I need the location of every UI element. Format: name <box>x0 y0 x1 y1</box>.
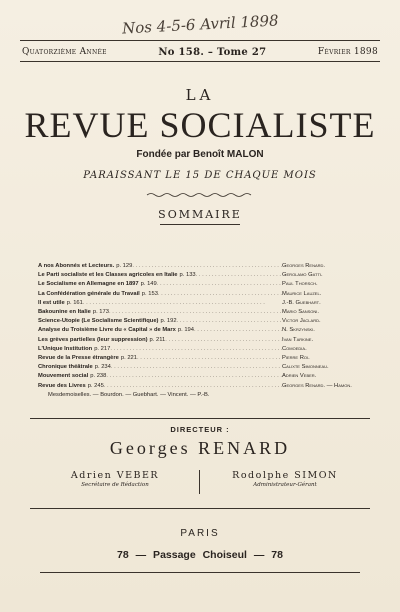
toc-leader-dots <box>110 345 282 354</box>
toc-entry-title: Science-Utopie (Le Socialisme Scientifique) <box>38 318 159 325</box>
toc-entry <box>38 308 370 317</box>
toc-entry-author: Paul Thorsch. <box>282 281 318 288</box>
toc-entry-title: Mouvement social <box>38 373 89 380</box>
toc-leader-dots <box>194 326 282 335</box>
toc-entry-title: Il est utile <box>38 299 65 306</box>
toc-entry-page: p. 129 <box>116 263 133 269</box>
toc-leader-dots <box>158 290 282 299</box>
toc-entry-page: p. 238 <box>90 373 107 380</box>
toc-entry <box>38 345 370 354</box>
toc-entry-title: Les grèves partielles (leur suppression) <box>38 336 148 343</box>
issue-year: Quatorzième Année <box>22 47 107 57</box>
toc-entry <box>38 271 370 280</box>
toc-entry-page: p. 161 <box>66 299 83 306</box>
table-of-contents <box>38 262 370 400</box>
toc-leader-dots <box>132 262 282 271</box>
toc-entry-page: p. 133 <box>179 272 196 279</box>
toc-leader-dots <box>196 271 282 280</box>
toc-entry-author: Victor Jaclard. <box>282 318 321 325</box>
toc-entry-page: p. 234 <box>94 364 111 371</box>
toc-entry <box>38 336 370 345</box>
frequency-line: PARAISSANT LE 15 DE CHAQUE MOIS <box>83 170 317 181</box>
toc-entry <box>38 317 370 326</box>
toc-entry-title: Bakounine en Italie <box>38 309 91 316</box>
toc-entry-title: L'Unique Institution <box>38 345 93 352</box>
toc-entry <box>38 354 370 363</box>
toc-entry-title: Chronique théâtrale <box>38 364 93 371</box>
toc-leader-dots <box>111 363 282 372</box>
svg-text:Nos 4-5-6 Avril 1898: Nos 4-5-6 Avril 1898 <box>121 11 279 38</box>
toc-leader-dots <box>106 372 282 381</box>
toc-entry-author: Adrien Veber. <box>282 373 317 380</box>
staff-role: Administrateur-Gérant <box>253 482 317 488</box>
toc-entry-author: Pierre Roi. <box>282 355 310 362</box>
staff-role: Secrétaire de Rédaction <box>81 482 149 488</box>
toc-entry-author: Comoedia. <box>282 345 307 352</box>
toc-leader-dots <box>157 280 282 289</box>
toc-entry-page: p. 192 <box>160 318 177 325</box>
toc-entry <box>38 262 370 271</box>
toc-entry <box>38 372 370 381</box>
toc-entry-author: Maurice Lauzel. <box>282 290 322 297</box>
publisher-city: PARIS <box>180 528 220 539</box>
masthead-article: LA <box>185 86 215 104</box>
toc-entry-title: Revue de la Presse étrangère <box>38 355 119 362</box>
publisher-address: 78 — Passage Choiseul — 78 <box>117 549 283 561</box>
toc-entry-page: p. 245 <box>87 382 104 389</box>
toc-entry-author: Georges Renard. <box>282 263 326 269</box>
toc-entry-page: p. 173 <box>92 309 109 316</box>
toc-continuation: Mesdemoiselles. — Bourdon. — Guebhart. — Vincent. — P.-B. <box>48 391 210 398</box>
director-name: Georges RENARD <box>109 438 291 458</box>
toc-entry-page: p. 149 <box>140 281 157 288</box>
handwritten-note <box>118 6 338 40</box>
issue-header <box>22 44 378 60</box>
toc-entry-title: Revue des Livres <box>38 382 86 389</box>
staff-divider <box>199 470 200 494</box>
toc-entry-author: Ivan Tarkine. <box>282 336 314 343</box>
toc-leader-dots <box>104 382 282 391</box>
toc-entry-page: p. 194 <box>177 327 195 334</box>
staff-name: Rodolphe SIMON <box>232 470 338 481</box>
toc-entry-author: Mario Sansoni. <box>282 309 320 316</box>
toc-entry-page: p. 153 <box>141 290 158 297</box>
sommaire-heading: SOMMAIRE <box>158 208 242 221</box>
toc-entry-author: Gerolamo Gatti. <box>282 272 323 279</box>
toc-entry-author: Georges Renard. — Hamon. <box>282 382 352 389</box>
toc-entry-title: La Confédération générale du Travail <box>38 290 140 297</box>
founded-line: Fondée par Benoît MALON <box>136 149 264 160</box>
staff-block <box>40 470 360 488</box>
toc-entry-page: p. 217 <box>94 345 111 352</box>
toc-leader-dots <box>165 336 282 345</box>
issue-month: Février 1898 <box>317 47 378 57</box>
toc-entry <box>38 299 370 308</box>
footer-rule <box>30 508 370 509</box>
toc-leader-dots <box>109 308 282 317</box>
toc-entry-author: J.-B. Guebhart. <box>282 299 321 306</box>
sommaire-rule <box>160 224 240 225</box>
toc-entry <box>38 382 370 391</box>
toc-entry-author: N. Skrzynski. <box>282 327 315 334</box>
toc-entry-title: Le Parti socialiste et les Classes agricoles en Italie <box>38 272 178 279</box>
toc-entry <box>38 280 370 289</box>
staff-manager <box>210 470 360 488</box>
ornament-divider <box>145 192 255 198</box>
masthead-title: REVUE SOCIALISTE <box>24 105 376 145</box>
toc-leader-dots <box>137 354 282 363</box>
toc-entry-page: p. 221 <box>120 355 138 362</box>
staff-name: Adrien VEBER <box>70 470 160 481</box>
toc-entry <box>38 363 370 372</box>
top-rule <box>20 40 380 41</box>
toc-entry <box>38 290 370 299</box>
toc-entry-author: Calixte Simonneau. <box>282 364 329 371</box>
header-rule <box>20 61 380 62</box>
director-label: DIRECTEUR : <box>170 425 230 434</box>
toc-entry-title: Analyse du Troisième Livre du « Capital » de Marx <box>38 327 176 334</box>
toc-entry-title: A nos Abonnés et Lecteurs. <box>38 263 115 269</box>
issue-number: No 158. – Tome 27 <box>158 46 267 58</box>
bottom-rule <box>40 572 360 573</box>
section-rule <box>30 418 370 419</box>
staff-editor <box>40 470 190 488</box>
toc-entry-page: p. 211 <box>149 336 166 343</box>
toc-leader-dots <box>83 299 282 308</box>
toc-entry <box>38 326 370 335</box>
toc-leader-dots <box>177 317 282 326</box>
toc-entry-title: Le Socialisme en Allemagne en 1897 <box>38 281 139 288</box>
